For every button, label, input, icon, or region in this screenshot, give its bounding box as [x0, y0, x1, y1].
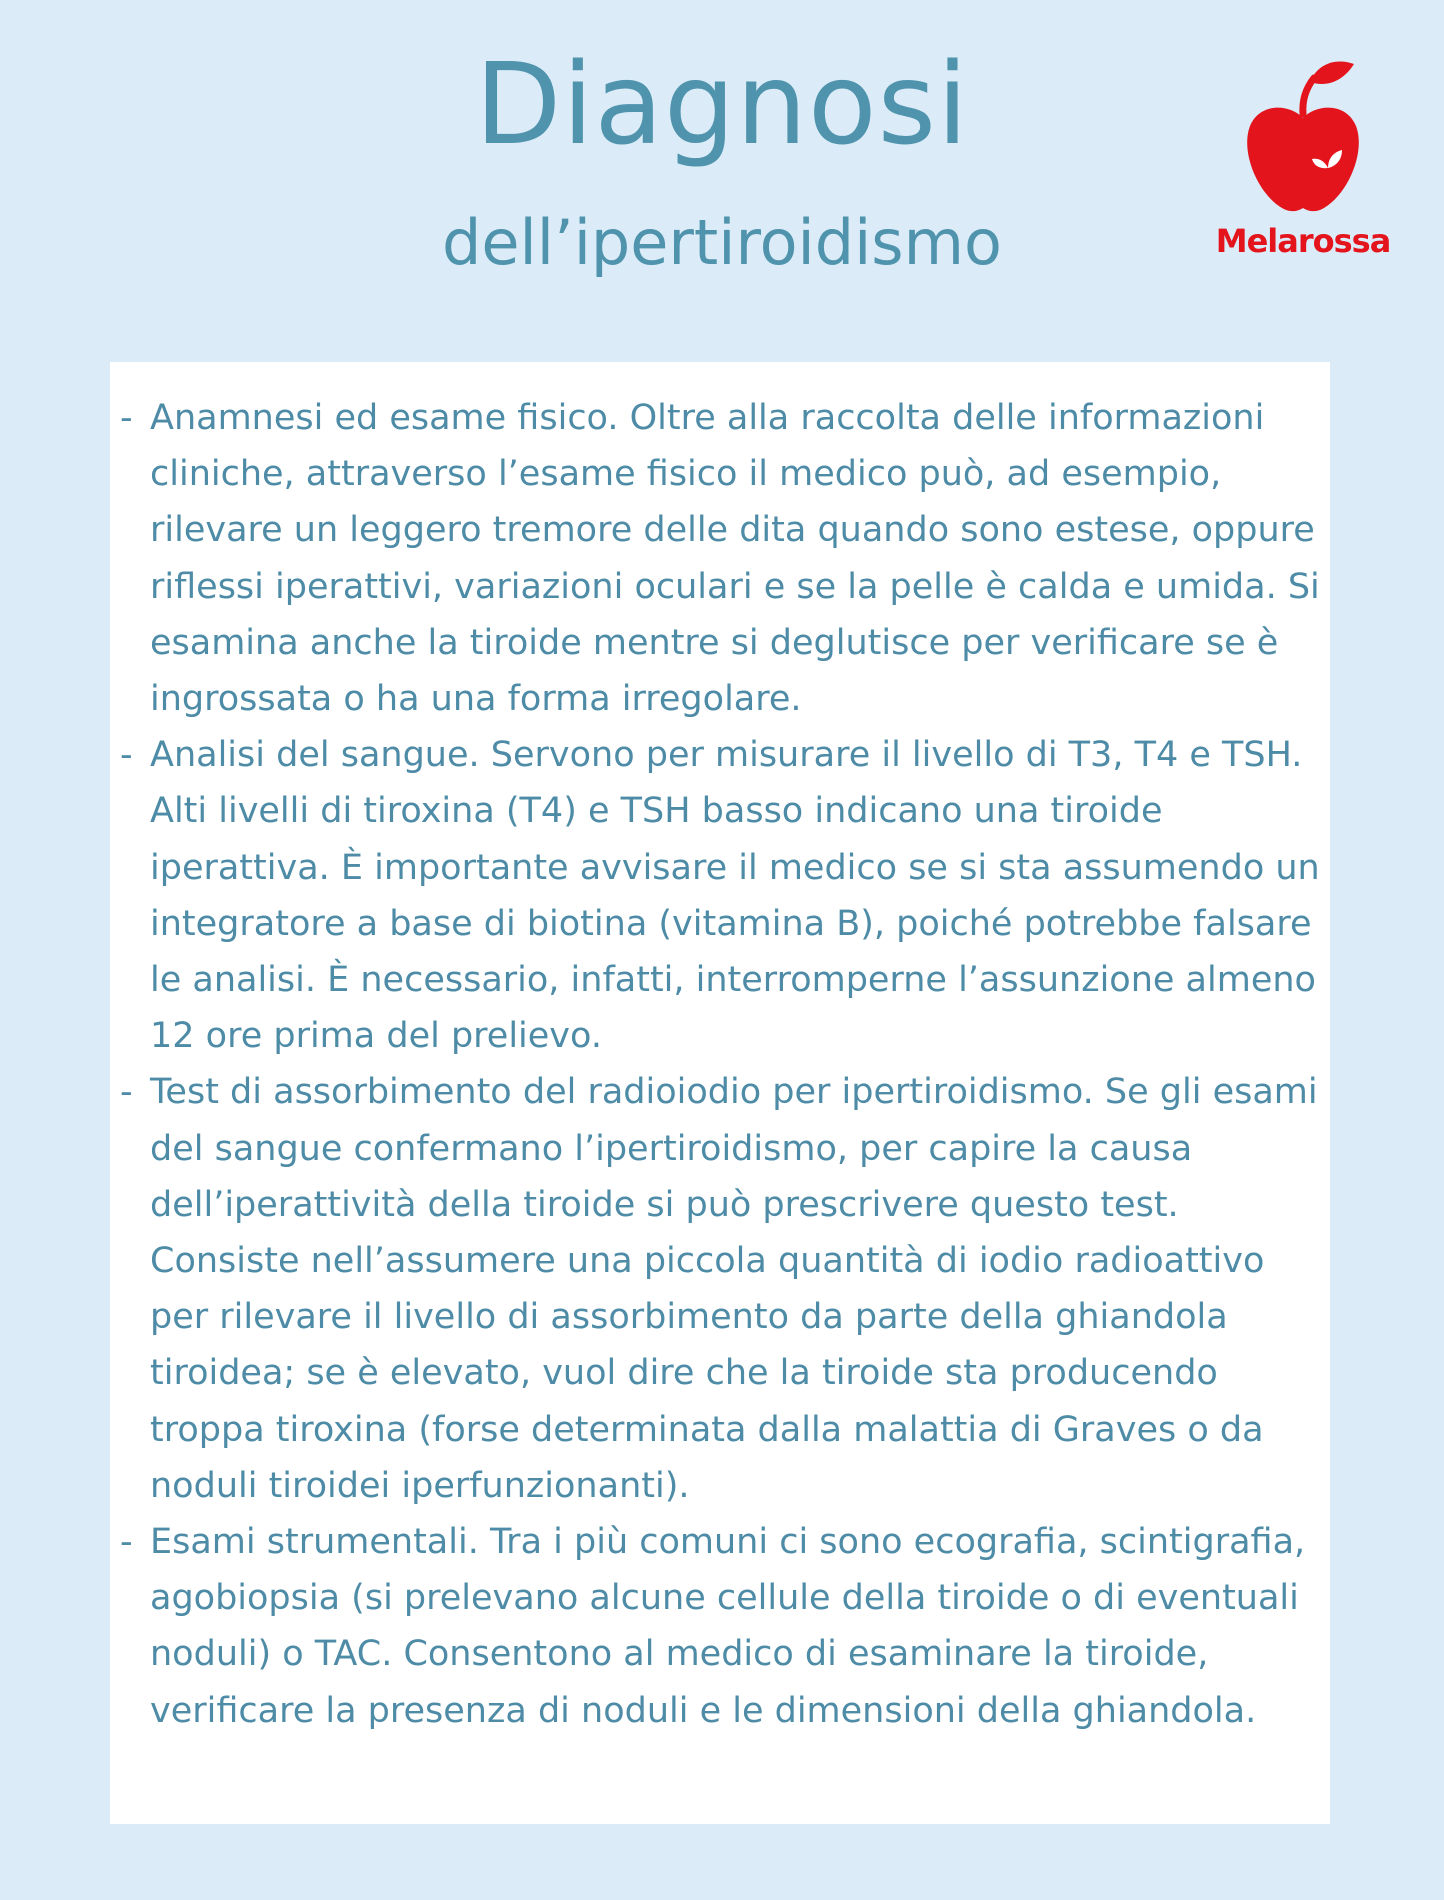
content-card	[110, 362, 1330, 1824]
bullet-dash: -	[120, 1072, 133, 1113]
list-item-text: Anamnesi ed esame fisico. Oltre alla raccolta delle informazioni cliniche, attraverso l’esame fisico il medico può, ad esempio, rilevare un leggero tremore delle dita quando sono estese, oppure riflessi iperattivi, variazioni oculari e se la pelle è calda e umida. Si esamina anche la tiroide mentre si deglutisce per verificare se è ingrossata o ha una forma irregolare.	[150, 398, 1320, 720]
brand-name: Melarossa	[1215, 222, 1391, 260]
page-title: Diagnosi	[474, 40, 970, 170]
bullet-dash: -	[120, 398, 133, 438]
page-subtitle: dell’ipertiroidismo	[442, 206, 1002, 279]
diagnosis-list	[120, 390, 1330, 1739]
list-item	[120, 727, 1330, 1064]
list-item-text: Test di assorbimento del radioiodio per ipertiroidismo. Se gli esami del sangue confermano l’ipertiroidismo, per capire la causa dell’iperattività della tiroide si può prescrivere questo test. Consiste nell’assumere una piccola quantità di iodio radioattivo per rilevare il livello di assorbimento da parte della ghiandola tiroidea; se è elevato, vuol dire che la tiroide sta producendo troppa tiroxina (forse determinata dalla malattia di Graves o da noduli tiroidei iperfunzionanti).	[150, 1072, 1318, 1506]
list-item	[120, 390, 1330, 727]
list-item	[120, 1064, 1330, 1514]
list-item	[120, 1514, 1330, 1739]
apple-icon	[1244, 56, 1362, 216]
brand-logo[interactable]	[1200, 56, 1406, 276]
bullet-dash: -	[120, 735, 133, 776]
bullet-dash: -	[120, 1522, 133, 1563]
list-item-text: Esami strumentali. Tra i più comuni ci sono ecografia, scintigrafia, agobiopsia (si prelevano alcune cellule della tiroide o di eventuali noduli) o TAC. Consentono al medico di esaminare la tiroide, verificare la presenza di noduli e le dimensioni della ghiandola.	[150, 1522, 1306, 1731]
list-item-text: Analisi del sangue. Servono per misurare il livello di T3, T4 e TSH. Alti livelli di tiroxina (T4) e TSH basso indicano una tiroide iperattiva. È importante avvisare il medico se si sta assumendo un integratore a base di biotina (vitamina B), poiché potrebbe falsare le analisi. È necessario, infatti, interromperne l’assunzione almeno 12 ore prima del prelievo.	[150, 735, 1320, 1057]
